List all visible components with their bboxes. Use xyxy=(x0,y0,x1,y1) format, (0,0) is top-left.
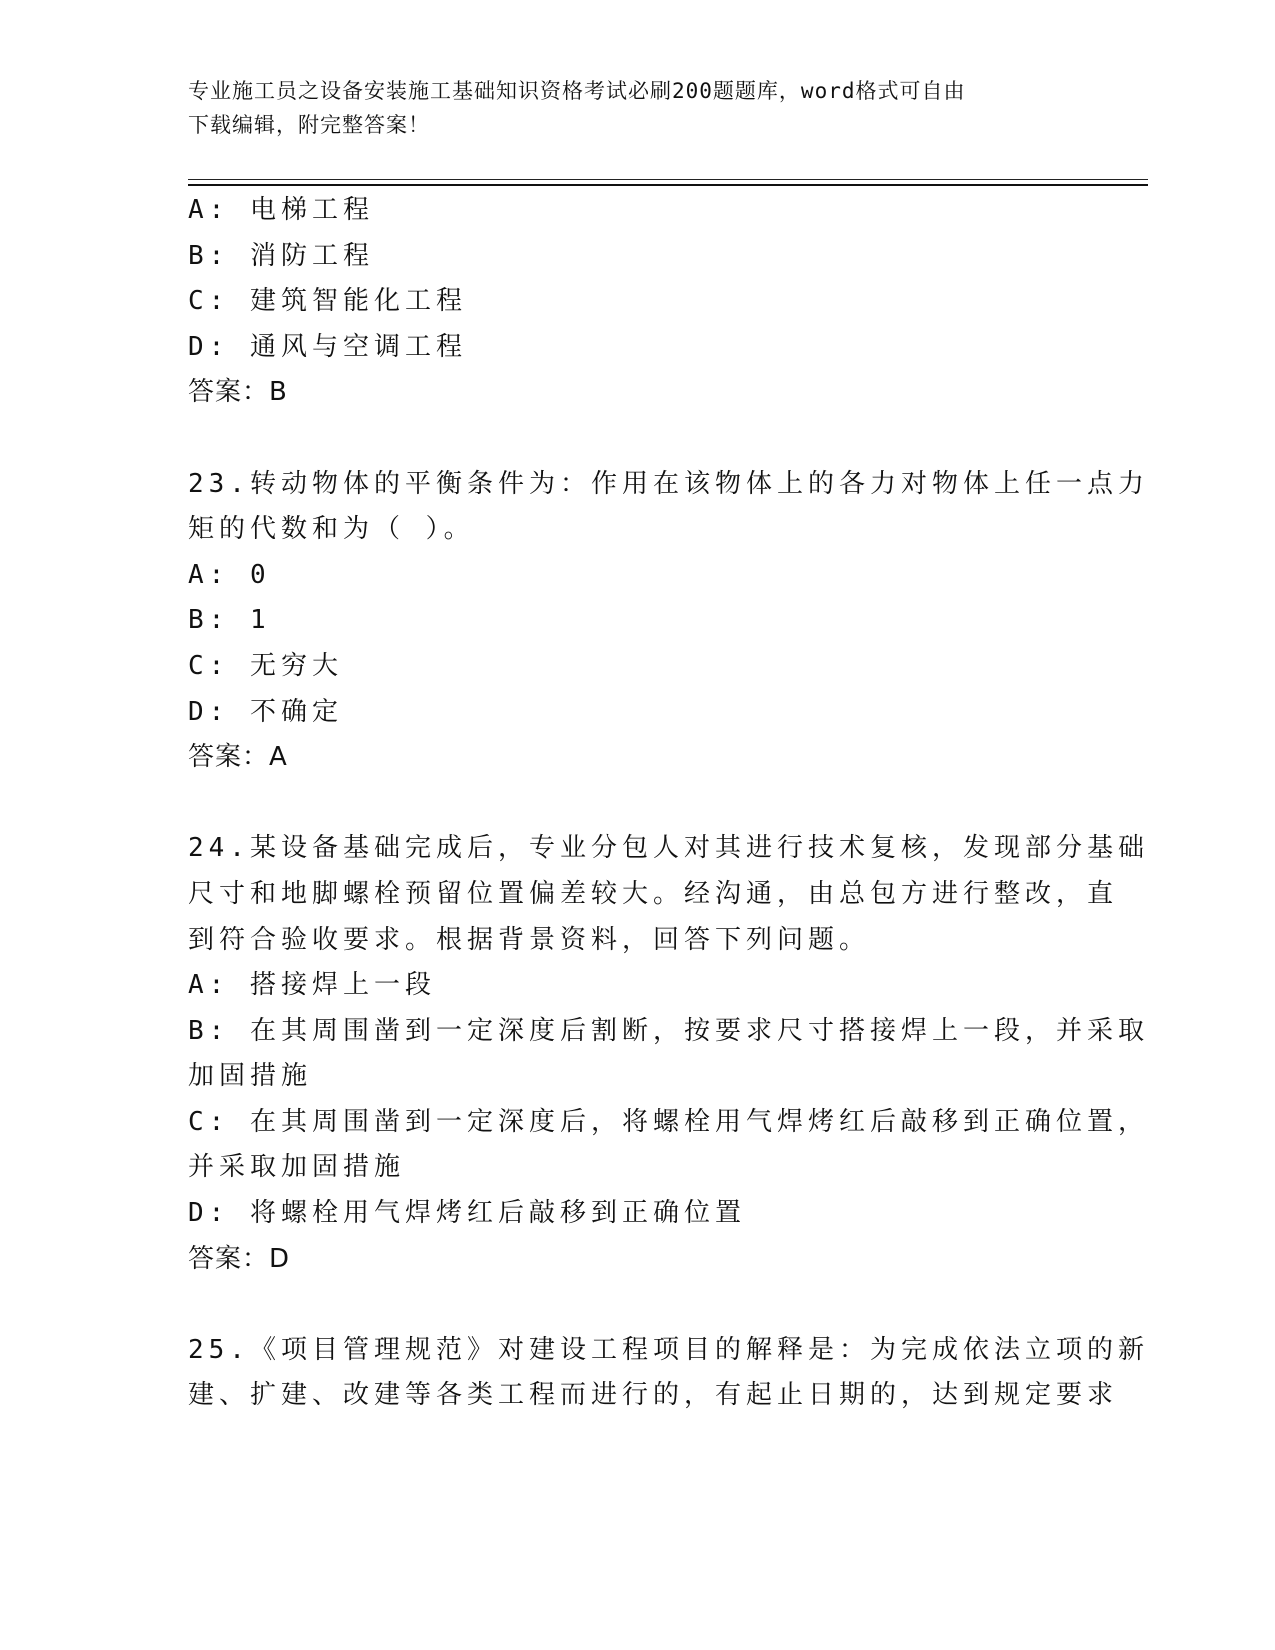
header-line-2: 下载编辑，附完整答案！ xyxy=(188,113,430,137)
document-header xyxy=(188,74,1068,142)
option-c: C: 无穷大 xyxy=(188,650,343,681)
question-24 xyxy=(188,826,1149,1282)
answer-line: 答案：D xyxy=(188,1243,291,1274)
question-stem-line: 到符合验收要求。根据背景资料，回答下列问题。 xyxy=(188,924,871,955)
question-25 xyxy=(188,1328,1149,1419)
option-c: C: 建筑智能化工程 xyxy=(188,286,467,317)
question-stem-line: 23.转动物体的平衡条件为：作用在该物体上的各力对物体上任一点力 xyxy=(188,468,1149,499)
option-a: A: 0 xyxy=(188,559,271,590)
option-a: A: 电梯工程 xyxy=(188,195,374,225)
question-content xyxy=(188,188,1149,1419)
question-stem-line: 尺寸和地脚螺栓预留位置偏差较大。经沟通，由总包方进行整改，直 xyxy=(188,878,1119,909)
question-23 xyxy=(188,462,1149,781)
answer-line: 答案：B xyxy=(188,377,288,408)
option-b: B: 1 xyxy=(188,605,271,636)
header-rule-thin xyxy=(188,179,1148,180)
option-c: C: 在其周围凿到一定深度后，将螺栓用气焊烤红后敲移到正确位置， xyxy=(188,1106,1149,1137)
question-stem-line: 24.某设备基础完成后，专业分包人对其进行技术复核，发现部分基础 xyxy=(188,833,1149,864)
option-c-continued: 并采取加固措施 xyxy=(188,1152,406,1183)
spacer xyxy=(188,781,1088,827)
option-b: B: 消防工程 xyxy=(188,240,374,271)
header-rule-thick xyxy=(188,184,1148,186)
option-d: D: 将螺栓用气焊烤红后敲移到正确位置 xyxy=(188,1198,746,1229)
option-b: B: 在其周围凿到一定深度后割断，按要求尺寸搭接焊上一段，并采取 xyxy=(188,1015,1149,1046)
question-stem-line: 矩的代数和为（ ）。 xyxy=(188,514,475,545)
option-d: D: 通风与空调工程 xyxy=(188,331,467,362)
spacer xyxy=(188,416,1088,462)
option-a: A: 搭接焊上一段 xyxy=(188,970,436,1001)
answer-line: 答案：A xyxy=(188,742,288,773)
spacer xyxy=(188,1282,1088,1328)
option-b-continued: 加固措施 xyxy=(188,1061,313,1092)
option-d: D: 不确定 xyxy=(188,696,343,727)
question-stem-line: 25.《项目管理规范》对建设工程项目的解释是：为完成依法立项的新 xyxy=(188,1334,1149,1365)
header-line-1: 专业施工员之设备安装施工基础知识资格考试必刷200题题库，word格式可自由 xyxy=(188,79,966,103)
question-stem-line: 建、扩建、改建等各类工程而进行的，有起止日期的，达到规定要求 xyxy=(188,1380,1119,1411)
question-22 xyxy=(188,188,1088,416)
